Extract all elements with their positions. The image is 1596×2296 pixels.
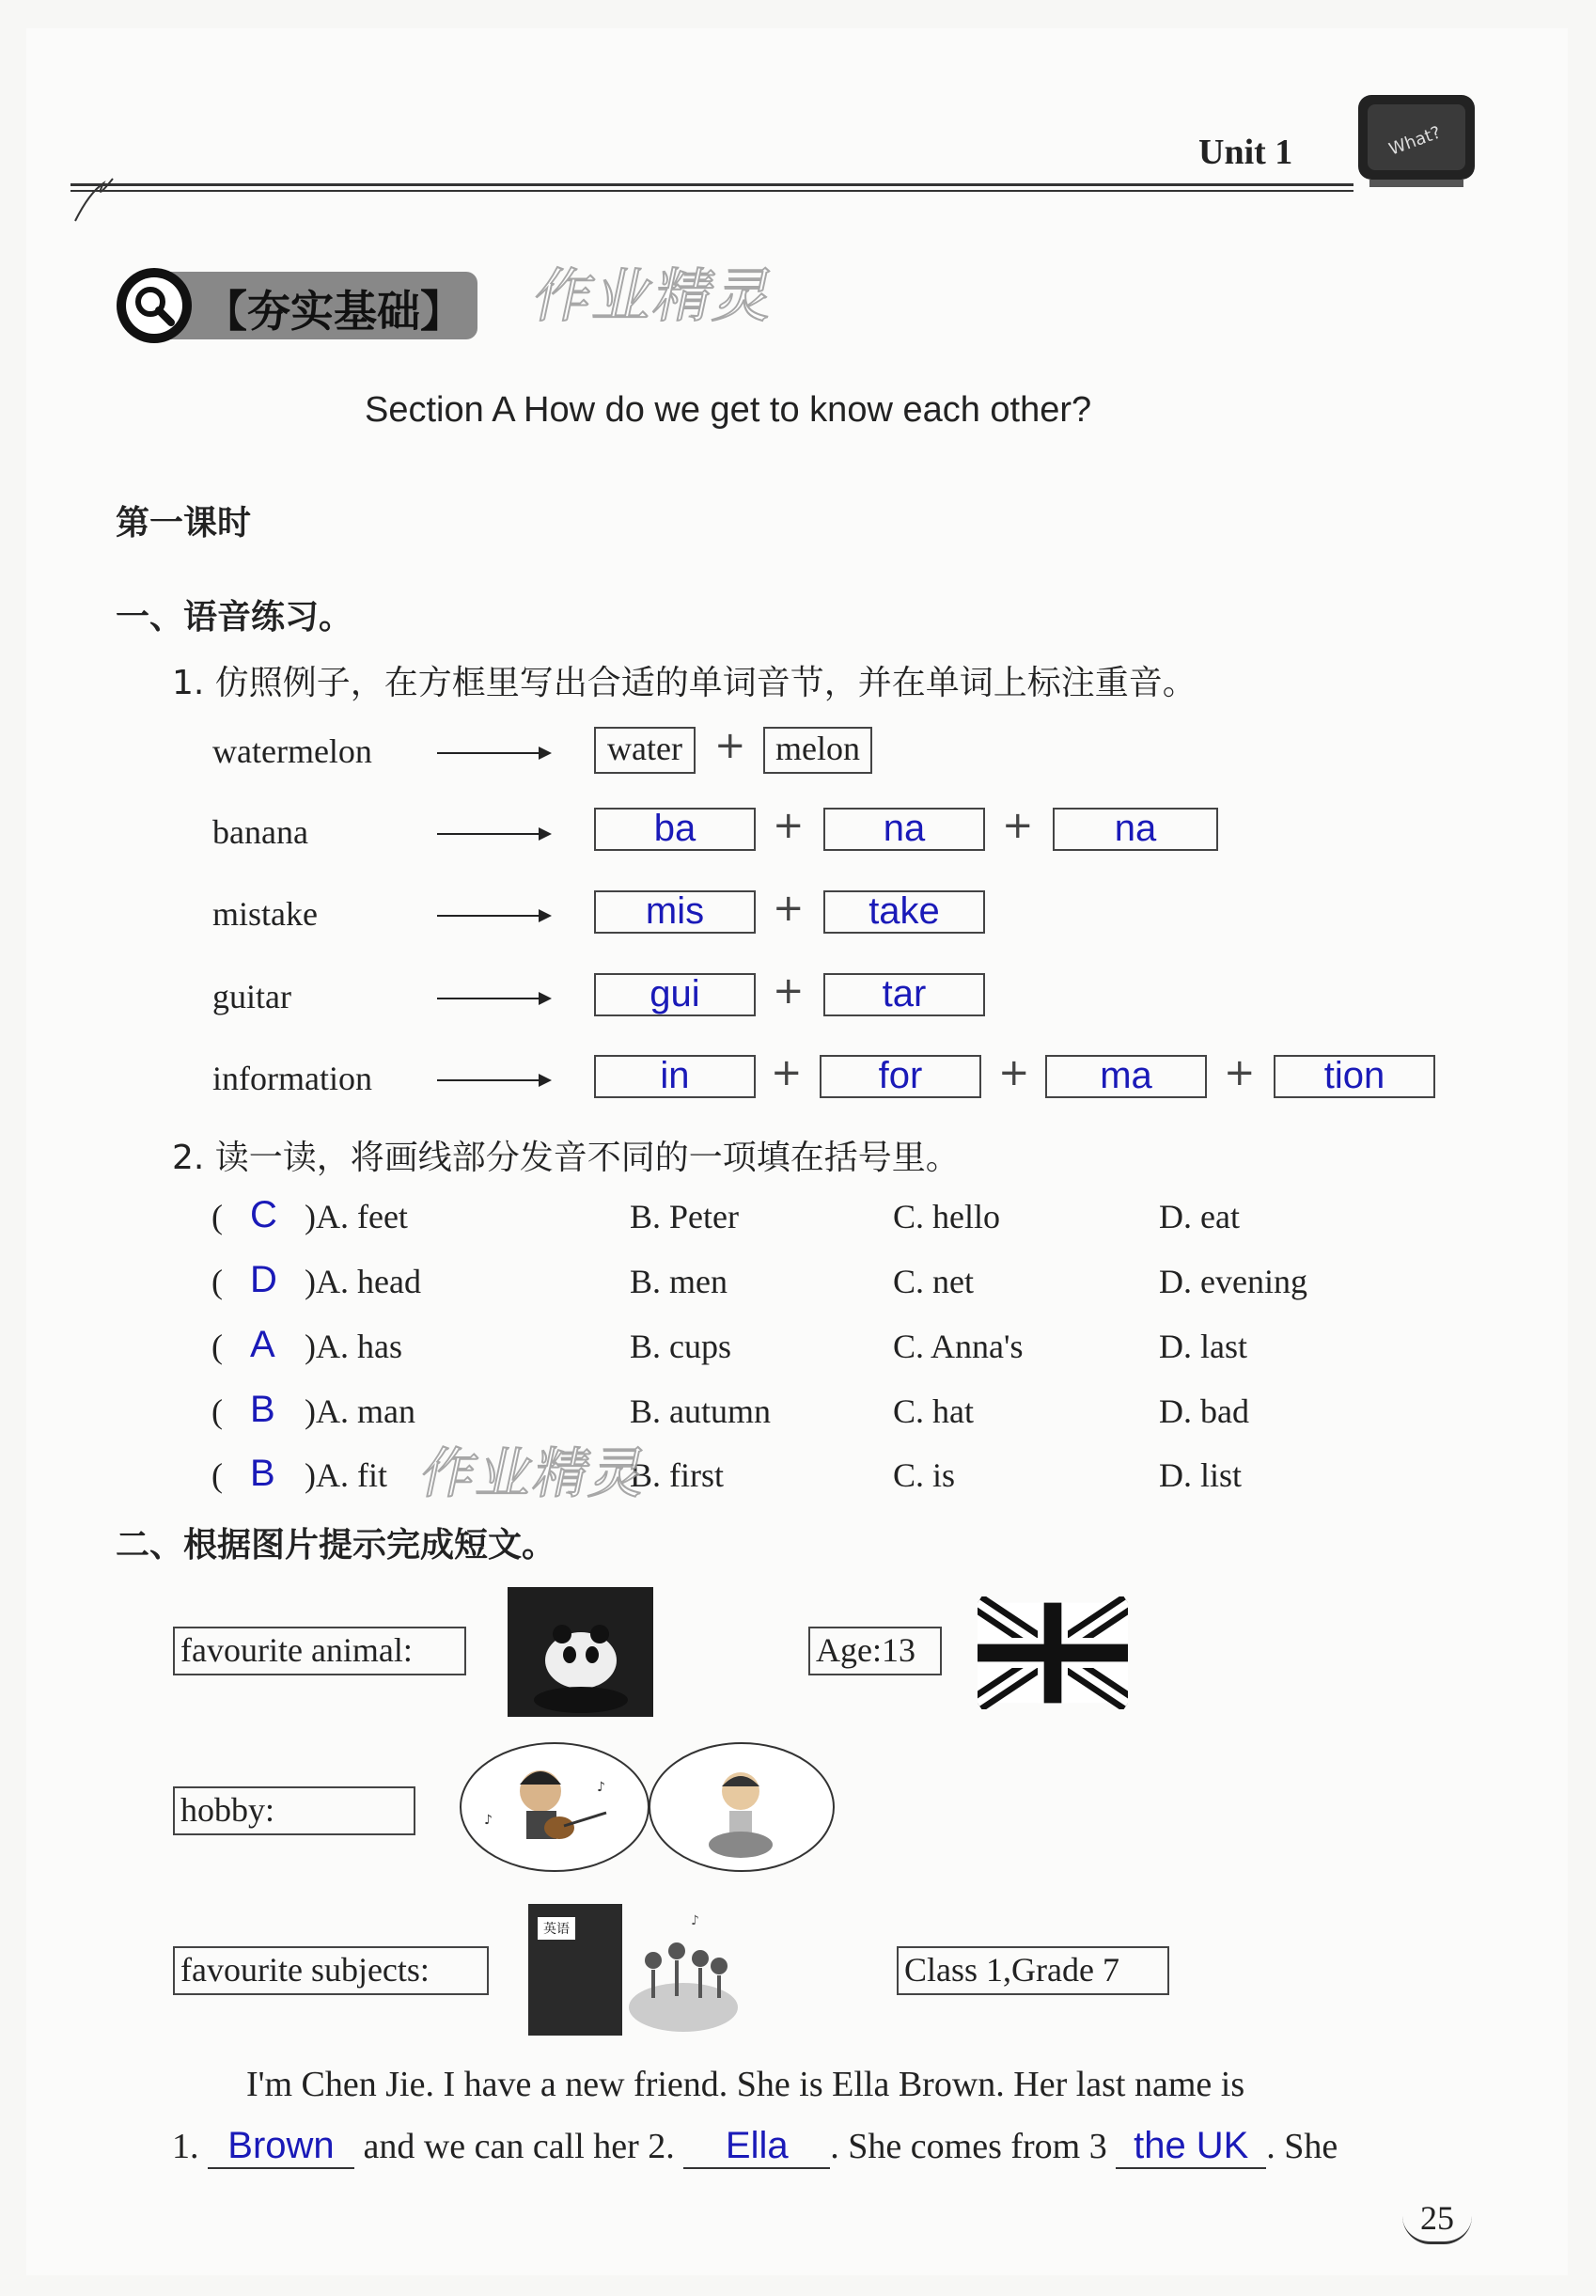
syllable-word: watermelon	[212, 732, 372, 770]
section-title: Section A How do we get to know each other?	[365, 390, 1092, 430]
option-c: C. is	[893, 1456, 956, 1494]
label-age: Age:13	[808, 1627, 942, 1675]
syllable-word: mistake	[212, 895, 318, 933]
q2-instruction: 2. 读一读，将画线部分发音不同的一项填在括号里。	[172, 1139, 960, 1177]
svg-text:What?: What?	[1386, 122, 1444, 160]
blank-answer-1[interactable]: Brown	[208, 2125, 354, 2169]
header-swirl-icon	[66, 165, 122, 230]
syllable-box[interactable]: na	[823, 808, 985, 851]
option-c: C. net	[893, 1263, 974, 1300]
plus-sign: +	[714, 724, 746, 767]
dancing-kids-image	[625, 1904, 743, 2036]
arrow	[437, 998, 550, 999]
arrow	[437, 915, 550, 917]
panda-image	[508, 1587, 653, 1717]
choice-answer[interactable]: D	[250, 1259, 277, 1300]
blank-answer-2[interactable]: Ella	[683, 2125, 830, 2169]
open-paren: (	[211, 1456, 223, 1494]
syllable-box[interactable]: tion	[1274, 1055, 1435, 1098]
open-paren: (	[211, 1198, 223, 1235]
syllable-box[interactable]: ma	[1045, 1055, 1207, 1098]
section-badge	[115, 266, 481, 345]
english-book-label: 英语	[538, 1917, 575, 1940]
option-c: C. hat	[893, 1392, 974, 1430]
choice-answer[interactable]: B	[250, 1453, 275, 1494]
label-favourite-animal: favourite animal:	[173, 1627, 466, 1675]
option-a: )A. has	[305, 1328, 402, 1365]
option-c: C. Anna's	[893, 1328, 1024, 1365]
syllable-word: guitar	[212, 978, 291, 1015]
part1-heading: 一、语音练习。	[116, 598, 353, 637]
watermark: 作业精灵	[527, 261, 783, 330]
option-d: D. evening	[1159, 1263, 1307, 1300]
plus-sign: +	[773, 969, 805, 1013]
option-a: )A. man	[305, 1392, 415, 1430]
open-paren: (	[211, 1263, 223, 1300]
arrow	[437, 1079, 550, 1081]
syllable-box[interactable]: ba	[594, 808, 756, 851]
badge-title: 【夯实基础】	[204, 286, 463, 337]
open-paren: (	[211, 1392, 223, 1430]
part2-heading: 二、根据图片提示完成短文。	[116, 1526, 556, 1565]
blackboard-icon	[1351, 89, 1482, 193]
choice-answer[interactable]: C	[250, 1194, 277, 1235]
option-b: B. cups	[630, 1328, 731, 1365]
option-d: D. eat	[1159, 1198, 1240, 1235]
option-b: B. first	[630, 1456, 725, 1494]
label-favourite-subjects: favourite subjects:	[173, 1946, 489, 1995]
syllable-box[interactable]: tar	[823, 973, 985, 1016]
example-box: water	[594, 727, 696, 774]
syllable-box[interactable]: in	[594, 1055, 756, 1098]
guitar-girl-image	[456, 1739, 653, 1876]
reading-girl-image	[647, 1739, 837, 1876]
syllable-box[interactable]: gui	[594, 973, 756, 1016]
open-paren: (	[211, 1328, 223, 1365]
passage-text: . She	[1266, 2127, 1338, 2166]
option-d: D. list	[1159, 1456, 1243, 1494]
page-number: 25	[1402, 2198, 1472, 2244]
choice-answer[interactable]: B	[250, 1389, 275, 1430]
watermark: 作业精灵	[415, 1441, 655, 1505]
arrow	[437, 833, 550, 835]
label-class: Class 1,Grade 7	[897, 1946, 1169, 1995]
option-b: B. men	[630, 1263, 728, 1300]
plus-sign: +	[773, 887, 805, 930]
option-b: B. Peter	[630, 1198, 739, 1235]
choice-answer[interactable]: A	[250, 1324, 275, 1365]
svg-text:♪: ♪	[484, 1813, 493, 1828]
plus-sign: +	[998, 1051, 1030, 1094]
passage-line1: I'm Chen Jie. I have a new friend. She is Ella Brown. Her last name is	[246, 2065, 1245, 2104]
plus-sign: +	[1002, 804, 1034, 847]
passage-line2	[172, 2125, 1338, 2169]
syllable-word: information	[212, 1060, 372, 1097]
plus-sign: +	[773, 804, 805, 847]
option-a: )A. head	[305, 1263, 421, 1300]
svg-text:♪: ♪	[597, 1780, 605, 1795]
example-box: melon	[763, 727, 872, 774]
syllable-box[interactable]: na	[1053, 808, 1218, 851]
syllable-box[interactable]: mis	[594, 890, 756, 934]
lesson-title: 第一课时	[116, 504, 252, 543]
uk-flag-icon	[978, 1596, 1128, 1709]
unit-title: Unit 1	[1198, 133, 1293, 172]
syllable-word: banana	[212, 813, 308, 851]
label-hobby: hobby:	[173, 1786, 415, 1835]
q1-instruction: 1. 仿照例子，在方框里写出合适的单词音节，并在单词上标注重音。	[172, 664, 1197, 702]
option-a: )A. fit	[305, 1456, 387, 1494]
option-d: D. last	[1159, 1328, 1247, 1365]
header-rule	[70, 183, 1353, 192]
option-d: D. bad	[1159, 1392, 1249, 1430]
option-a: )A. feet	[305, 1198, 408, 1235]
option-b: B. autumn	[630, 1392, 771, 1430]
plus-sign: +	[771, 1051, 803, 1094]
english-book-image	[528, 1904, 622, 2036]
blank-number-1: 1.	[172, 2127, 199, 2166]
svg-text:♪: ♪	[691, 1913, 699, 1928]
passage-text: . She comes from 3	[830, 2127, 1107, 2166]
plus-sign: +	[1224, 1051, 1256, 1094]
syllable-box[interactable]: for	[820, 1055, 981, 1098]
passage-text: and we can call her 2.	[363, 2127, 675, 2166]
option-c: C. hello	[893, 1198, 1000, 1235]
arrow	[437, 752, 550, 754]
syllable-box[interactable]: take	[823, 890, 985, 934]
blank-answer-3[interactable]: the UK	[1116, 2125, 1266, 2169]
